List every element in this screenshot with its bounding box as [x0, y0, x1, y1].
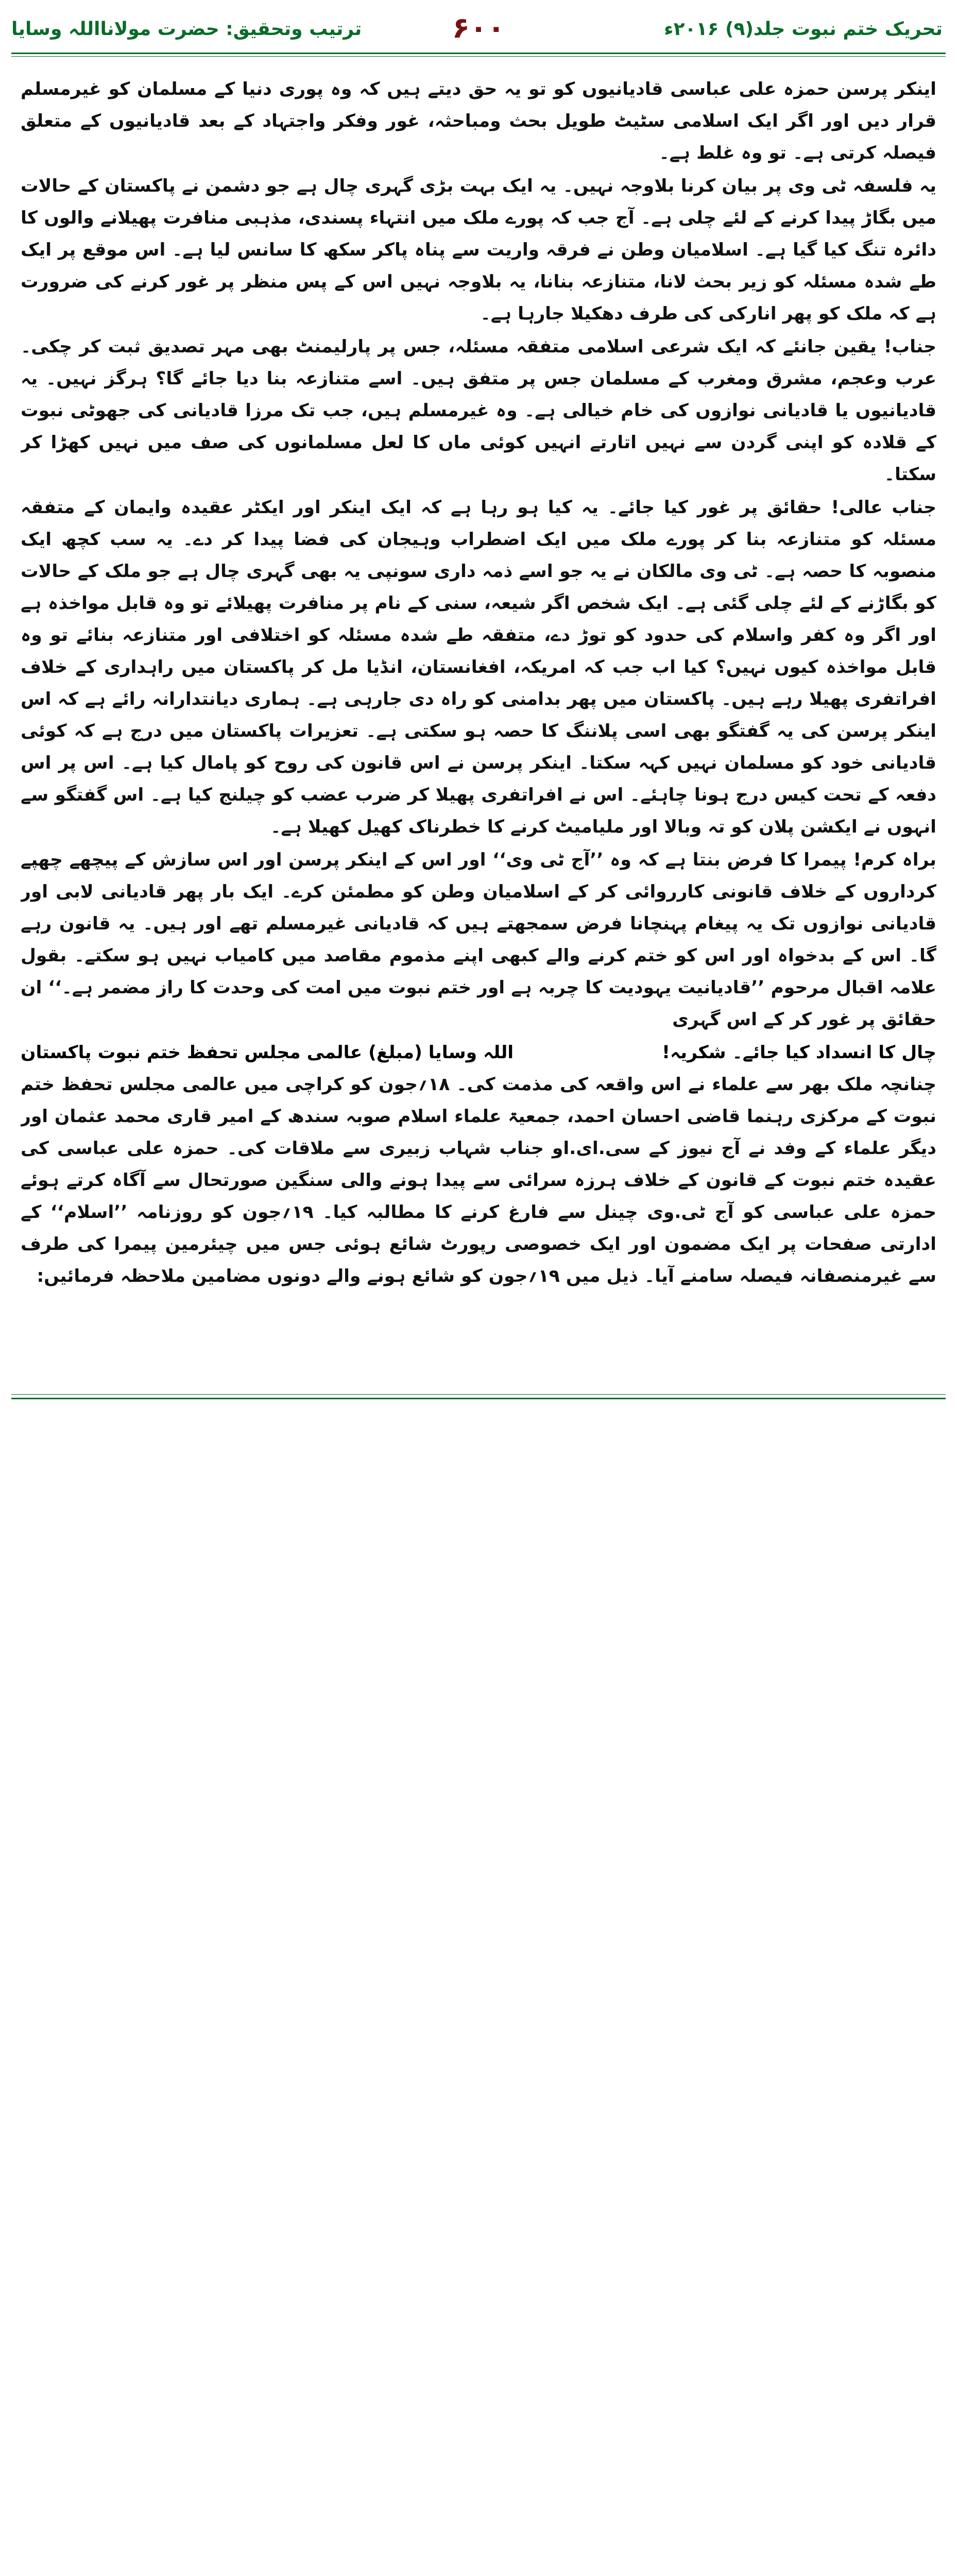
page-header: [0, 0, 957, 67]
page-footer: [0, 1391, 957, 1430]
letter-signoff: [21, 1037, 936, 1069]
paragraph: اینکر پرسن حمزہ علی عباسی قادیانیوں کو تو یہ حق دیتے ہیں کہ وہ پوری دنیا کے مسلمان کو غیرمسلم قرار دیں اور اگر ایک اسلامی سٹیٹ طویل بحث ومباحثہ، غور وفکر واجتہاد کے بعد قادیانیوں کے متعلق فیصلہ کرتی ہے۔ تو وہ غلط ہے۔: [21, 79, 936, 163]
paragraph: جناب! یقین جانئے کہ ایک شرعی اسلامی متفقہ مسئلہ، جس پر پارلیمنٹ بھی مہر تصدیق ثبت کر چکی۔ عرب وعجم، مشرق ومغرب کے مسلمان جس پر متفق ہیں۔ اسے متنازعہ بنا دیا جائے گا؟ ہرگز نہیں۔ یہ قادیانیوں یا قادیانی نوازوں کی خام خیالی ہے۔ وہ غیرمسلم ہیں، جب تک مرزا قادیانی کی جھوٹی نبوت کے قلادہ کو اپنی گردن سے نہیں اتارتے انہیں کوئی ماں کا لعل مسلمانوں کی صف میں نہیں کھڑا کر سکتا۔: [21, 336, 936, 485]
final-paragraph: چنانچہ ملک بھر سے علماء نے اس واقعہ کی مذمت کی۔ ۱۸؍جون کو کراچی میں عالمی مجلس تحفظ ختم نبوت کے مرکزی رہنما قاضی احسان احمد، جمعیۃ علماء اسلام صوبہ سندھ کے امیر قاری محمد عثمان اور دیگر علماء کے وفد نے آج نیوز کے سی.ای.او جناب شہاب زبیری سے ملاقات کی۔ حمزہ علی عباسی کی عقیدہ ختم نبوت کے قانون کے خلاف ہرزہ سرائی سے پیدا ہونے والی سنگین صورتحال سے آگاہ کرتے ہوئے حمزہ علی عباسی کو آج ٹی.وی چینل سے فارغ کرنے کا مطالبہ کیا۔ ۱۹؍جون کو روزنامہ ’’اسلام‘‘ کے ادارتی صفحات پر ایک مضمون اور ایک خصوصی رپورٹ شائع ہوئی جس میں چیئرمین پیمرا کی طرف سے غیرمنصفانہ فیصلہ سامنے آیا۔ ذیل میں ۱۹؍جون کو شائع ہونے والے دونوں مضامین ملاحظہ فرمائیں:: [21, 1074, 936, 1286]
page-number: ۶۰۰: [452, 11, 505, 45]
paragraph: براہ کرم! پیمرا کا فرض بنتا ہے کہ وہ ’’آج ٹی وی‘‘ اور اس کے اینکر پرسن اور اس سازش کے پیچھے چھپے کرداروں کے خلاف قانونی کارروائی کر کے اسلامیان وطن کو مطمئن کرے۔ ایک بار پھر قادیانی لابی اور قادیانی نوازوں تک یہ پیغام پہنچانا فرض سمجھتے ہیں کہ قادیانی غیرمسلم تھے اور ہیں۔ یہ قانون رہے گا۔ اس کے بدخواہ اور اس کو ختم کرنے والے کبھی اپنے مذموم مقاصد میں کامیاب نہیں ہو سکتے۔ بقول علامہ اقبال مرحوم ’’قادیانیت یہودیت کا چربہ ہے اور ختم نبوت میں امت کی وحدت کا راز مضمر ہے۔‘‘ ان حقائق پر غور کر کے اس گہری: [21, 850, 936, 1030]
article-body: [21, 73, 936, 1389]
paragraph: یہ فلسفہ ٹی وی پر بیان کرنا بلاوجہ نہیں۔ یہ ایک بہت بڑی گہری چال ہے جو دشمن نے پاکستان کے حالات میں بگاڑ پیدا کرنے کے لئے چلی ہے۔ آج جب کہ پورے ملک میں انتہاء پسندی، مذہبی منافرت پھیلانے والوں کا دائرہ تنگ کیا گیا ہے۔ اسلامیان وطن نے فرقہ واریت سے پناہ پاکر سکھ کا سانس لیا ہے۔ اس موقع پر ایک طے شدہ مسئلہ کو زیر بحث لانا، متنازعہ بنانا، یہ بلاوجہ نہیں اس کے پس منظر پر غور کرنے کی ضرورت ہے کہ ملک کو پھر انارکی کی طرف دھکیلا جارہا ہے۔: [21, 176, 936, 324]
closing-line: چال کا انسداد کیا جائے۔ شکریہ!: [662, 1042, 936, 1063]
signature: اللہ وسایا (مبلغ) عالمی مجلس تحفظ ختم نبوت پاکستان: [21, 1042, 514, 1063]
book-title: تحریک ختم نبوت جلد(۹) ۲۰۱۶ء: [664, 19, 943, 40]
compiler-credit: ترتیب وتحقیق: حضرت مولانااللہ وسایا: [11, 19, 362, 40]
paragraph: جناب عالی! حقائق پر غور کیا جائے۔ یہ کیا ہو رہا ہے کہ ایک اینکر اور ایکٹر عقیدہ وایمان کے متفقہ مسئلہ کو متنازعہ بنا کر پورے ملک میں ایک اضطراب وہیجان کی فضا پیدا کر دے۔ یہ سب کچھ ایک منصوبہ کا حصہ ہے۔ ٹی وی مالکان نے یہ جو اسے ذمہ داری سونپی یہ بھی گہری چال ہے جو ملک کے حالات کو بگاڑنے کے لئے چلی گئی ہے۔ ایک شخص اگر شیعہ، سنی کے نام پر منافرت پھیلائے تو وہ قابل مواخذہ ہے اور اگر وہ کفر واسلام کی حدود کو توڑ دے، متفقہ طے شدہ مسئلہ کو اختلافی اور متنازعہ بنائے تو وہ قابل مواخذہ کیوں نہیں؟ کیا اب جب کہ امریکہ، افغانستان، انڈیا مل کر پاکستان میں راہداری کے خلاف افراتفری پھیلا رہے ہیں۔ پاکستان میں پھر بدامنی کو راہ دی جارہی ہے۔ ہماری دیانتدارانہ رائے ہے کہ اس اینکر پرسن کی یہ گفتگو بھی اسی پلاننگ کا حصہ ہو سکتی ہے۔ تعزیرات پاکستان میں درج ہے کہ کوئی قادیانی خود کو مسلمان نہیں کہہ سکتا۔ اینکر پرسن نے اس قانون کی روح کو پامال کیا ہے۔ اس پر اس دفعہ کے تحت کیس درج ہونا چاہئے۔ اس نے افراتفری پھیلا کر ضرب عضب کو چیلنج کیا ہے۔ اس گفتگو سے انہوں نے ایکشن پلان کو تہ وبالا اور ملیامیٹ کرنے کا خطرناک کھیل کھیلا ہے۔: [21, 497, 936, 837]
header-divider-thin: [11, 56, 946, 57]
header-divider: [11, 53, 946, 54]
